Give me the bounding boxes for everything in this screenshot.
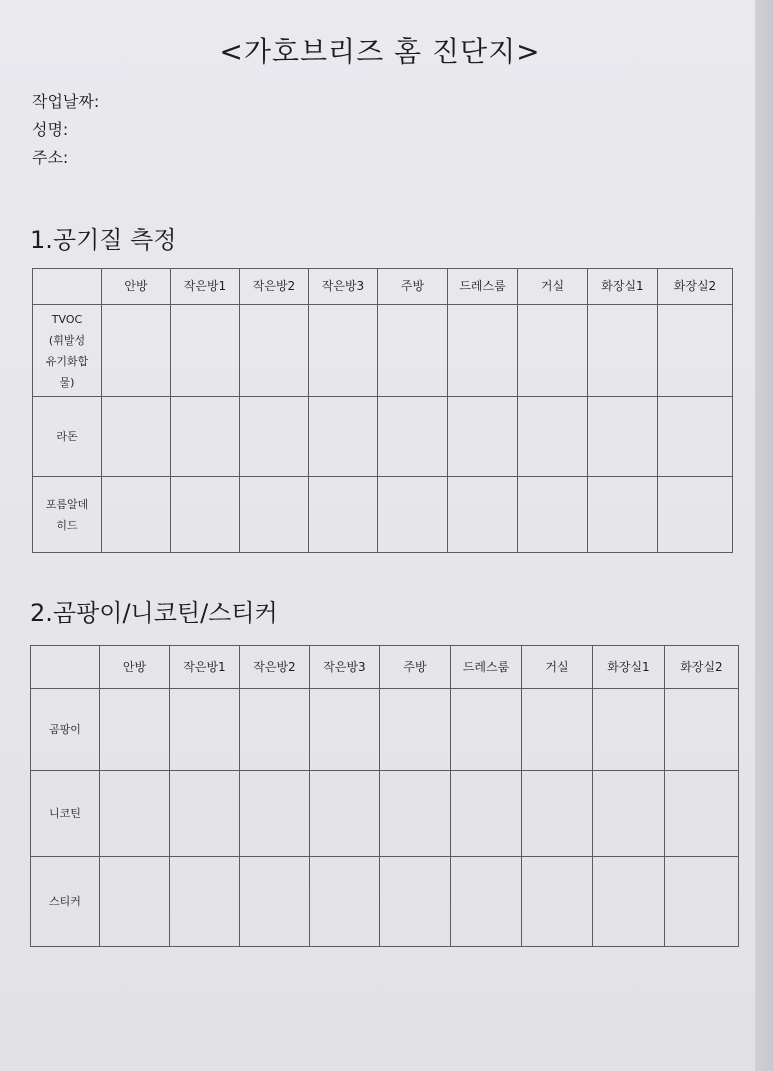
input-cell[interactable]	[170, 857, 240, 947]
column-header: 작은방2	[240, 269, 309, 305]
column-header: 작은방1	[170, 646, 240, 689]
table-row	[31, 857, 739, 947]
input-cell[interactable]	[448, 477, 518, 553]
input-cell[interactable]	[240, 689, 310, 771]
input-cell[interactable]	[100, 771, 170, 857]
input-cell[interactable]	[665, 857, 739, 947]
mold-nicotine-sticker-table	[30, 645, 739, 947]
row-label-line: 물)	[59, 375, 75, 389]
section-heading-mold-nicotine-sticker: 2.곰팡이/니코틴/스티커	[30, 599, 278, 627]
row-label-tvoc	[33, 305, 102, 397]
row-label-line: 유기화합	[45, 354, 89, 368]
input-cell[interactable]	[658, 477, 733, 553]
column-header: 화장실2	[658, 269, 733, 305]
air-quality-table	[32, 268, 733, 553]
corner-cell	[31, 646, 100, 689]
column-header: 화장실1	[593, 646, 665, 689]
input-cell[interactable]	[310, 771, 380, 857]
row-label-nicotine	[31, 771, 100, 857]
input-cell[interactable]	[665, 771, 739, 857]
row-label-sticker	[31, 857, 100, 947]
input-cell[interactable]	[378, 305, 448, 397]
table-row	[33, 305, 733, 397]
column-header: 안방	[102, 269, 171, 305]
input-cell[interactable]	[451, 771, 522, 857]
input-cell[interactable]	[102, 477, 171, 553]
column-header: 드레스룸	[451, 646, 522, 689]
input-cell[interactable]	[170, 771, 240, 857]
column-header: 거실	[522, 646, 593, 689]
input-cell[interactable]	[380, 857, 451, 947]
input-cell[interactable]	[588, 397, 658, 477]
column-header: 작은방3	[309, 269, 378, 305]
input-cell[interactable]	[448, 305, 518, 397]
input-cell[interactable]	[593, 689, 665, 771]
input-cell[interactable]	[588, 477, 658, 553]
row-label-line: TVOC	[51, 312, 83, 326]
input-cell[interactable]	[665, 689, 739, 771]
column-header: 작은방2	[240, 646, 310, 689]
input-cell[interactable]	[518, 397, 588, 477]
column-header: 화장실2	[665, 646, 739, 689]
input-cell[interactable]	[522, 857, 593, 947]
row-label-line: 니코틴	[49, 807, 81, 820]
table-header-row	[31, 646, 739, 689]
column-header: 주방	[380, 646, 451, 689]
input-cell[interactable]	[102, 305, 171, 397]
input-cell[interactable]	[240, 477, 309, 553]
row-label-radon	[33, 397, 102, 477]
input-cell[interactable]	[518, 305, 588, 397]
name-label: 성명:	[32, 120, 69, 139]
table-row	[31, 689, 739, 771]
column-header: 화장실1	[588, 269, 658, 305]
input-cell[interactable]	[380, 771, 451, 857]
input-cell[interactable]	[171, 305, 240, 397]
input-cell[interactable]	[658, 397, 733, 477]
input-cell[interactable]	[102, 397, 171, 477]
input-cell[interactable]	[310, 857, 380, 947]
input-cell[interactable]	[171, 397, 240, 477]
row-label-line: 포름알데	[45, 497, 89, 511]
section-heading-air-quality: 1.공기질 측정	[30, 226, 177, 254]
row-label-mold	[31, 689, 100, 771]
input-cell[interactable]	[310, 689, 380, 771]
column-header: 작은방1	[171, 269, 240, 305]
input-cell[interactable]	[240, 857, 310, 947]
column-header: 안방	[100, 646, 170, 689]
input-cell[interactable]	[309, 305, 378, 397]
input-cell[interactable]	[240, 771, 310, 857]
input-cell[interactable]	[448, 397, 518, 477]
input-cell[interactable]	[240, 397, 309, 477]
input-cell[interactable]	[378, 477, 448, 553]
input-cell[interactable]	[171, 477, 240, 553]
table-row	[33, 477, 733, 553]
column-header: 거실	[518, 269, 588, 305]
row-label-line: 히드	[56, 518, 78, 532]
column-header: 작은방3	[310, 646, 380, 689]
corner-cell	[33, 269, 102, 305]
date-label: 작업날짜:	[32, 92, 100, 111]
input-cell[interactable]	[309, 477, 378, 553]
input-cell[interactable]	[451, 689, 522, 771]
row-label-line: 라돈	[56, 430, 78, 443]
input-cell[interactable]	[593, 857, 665, 947]
input-cell[interactable]	[100, 689, 170, 771]
input-cell[interactable]	[100, 857, 170, 947]
input-cell[interactable]	[522, 689, 593, 771]
row-label-line: 스티커	[49, 895, 81, 908]
page-title: <가호브리즈 홈 진단지>	[219, 35, 541, 68]
table-row	[31, 771, 739, 857]
table-row	[33, 397, 733, 477]
input-cell[interactable]	[588, 305, 658, 397]
row-label-line: 곰팡이	[49, 723, 81, 736]
column-header: 드레스룸	[448, 269, 518, 305]
column-header: 주방	[378, 269, 448, 305]
paper-edge-shadow	[755, 0, 773, 1071]
row-label-formaldehyde	[33, 477, 102, 553]
row-label-line: (휘발성	[48, 333, 86, 347]
input-cell[interactable]	[380, 689, 451, 771]
input-cell[interactable]	[658, 305, 733, 397]
table-header-row	[33, 269, 733, 305]
input-cell[interactable]	[593, 771, 665, 857]
input-cell[interactable]	[240, 305, 309, 397]
input-cell[interactable]	[309, 397, 378, 477]
input-cell[interactable]	[378, 397, 448, 477]
input-cell[interactable]	[451, 857, 522, 947]
input-cell[interactable]	[518, 477, 588, 553]
meta-fields	[32, 88, 99, 172]
input-cell[interactable]	[170, 689, 240, 771]
address-label: 주소:	[32, 148, 69, 167]
input-cell[interactable]	[522, 771, 593, 857]
